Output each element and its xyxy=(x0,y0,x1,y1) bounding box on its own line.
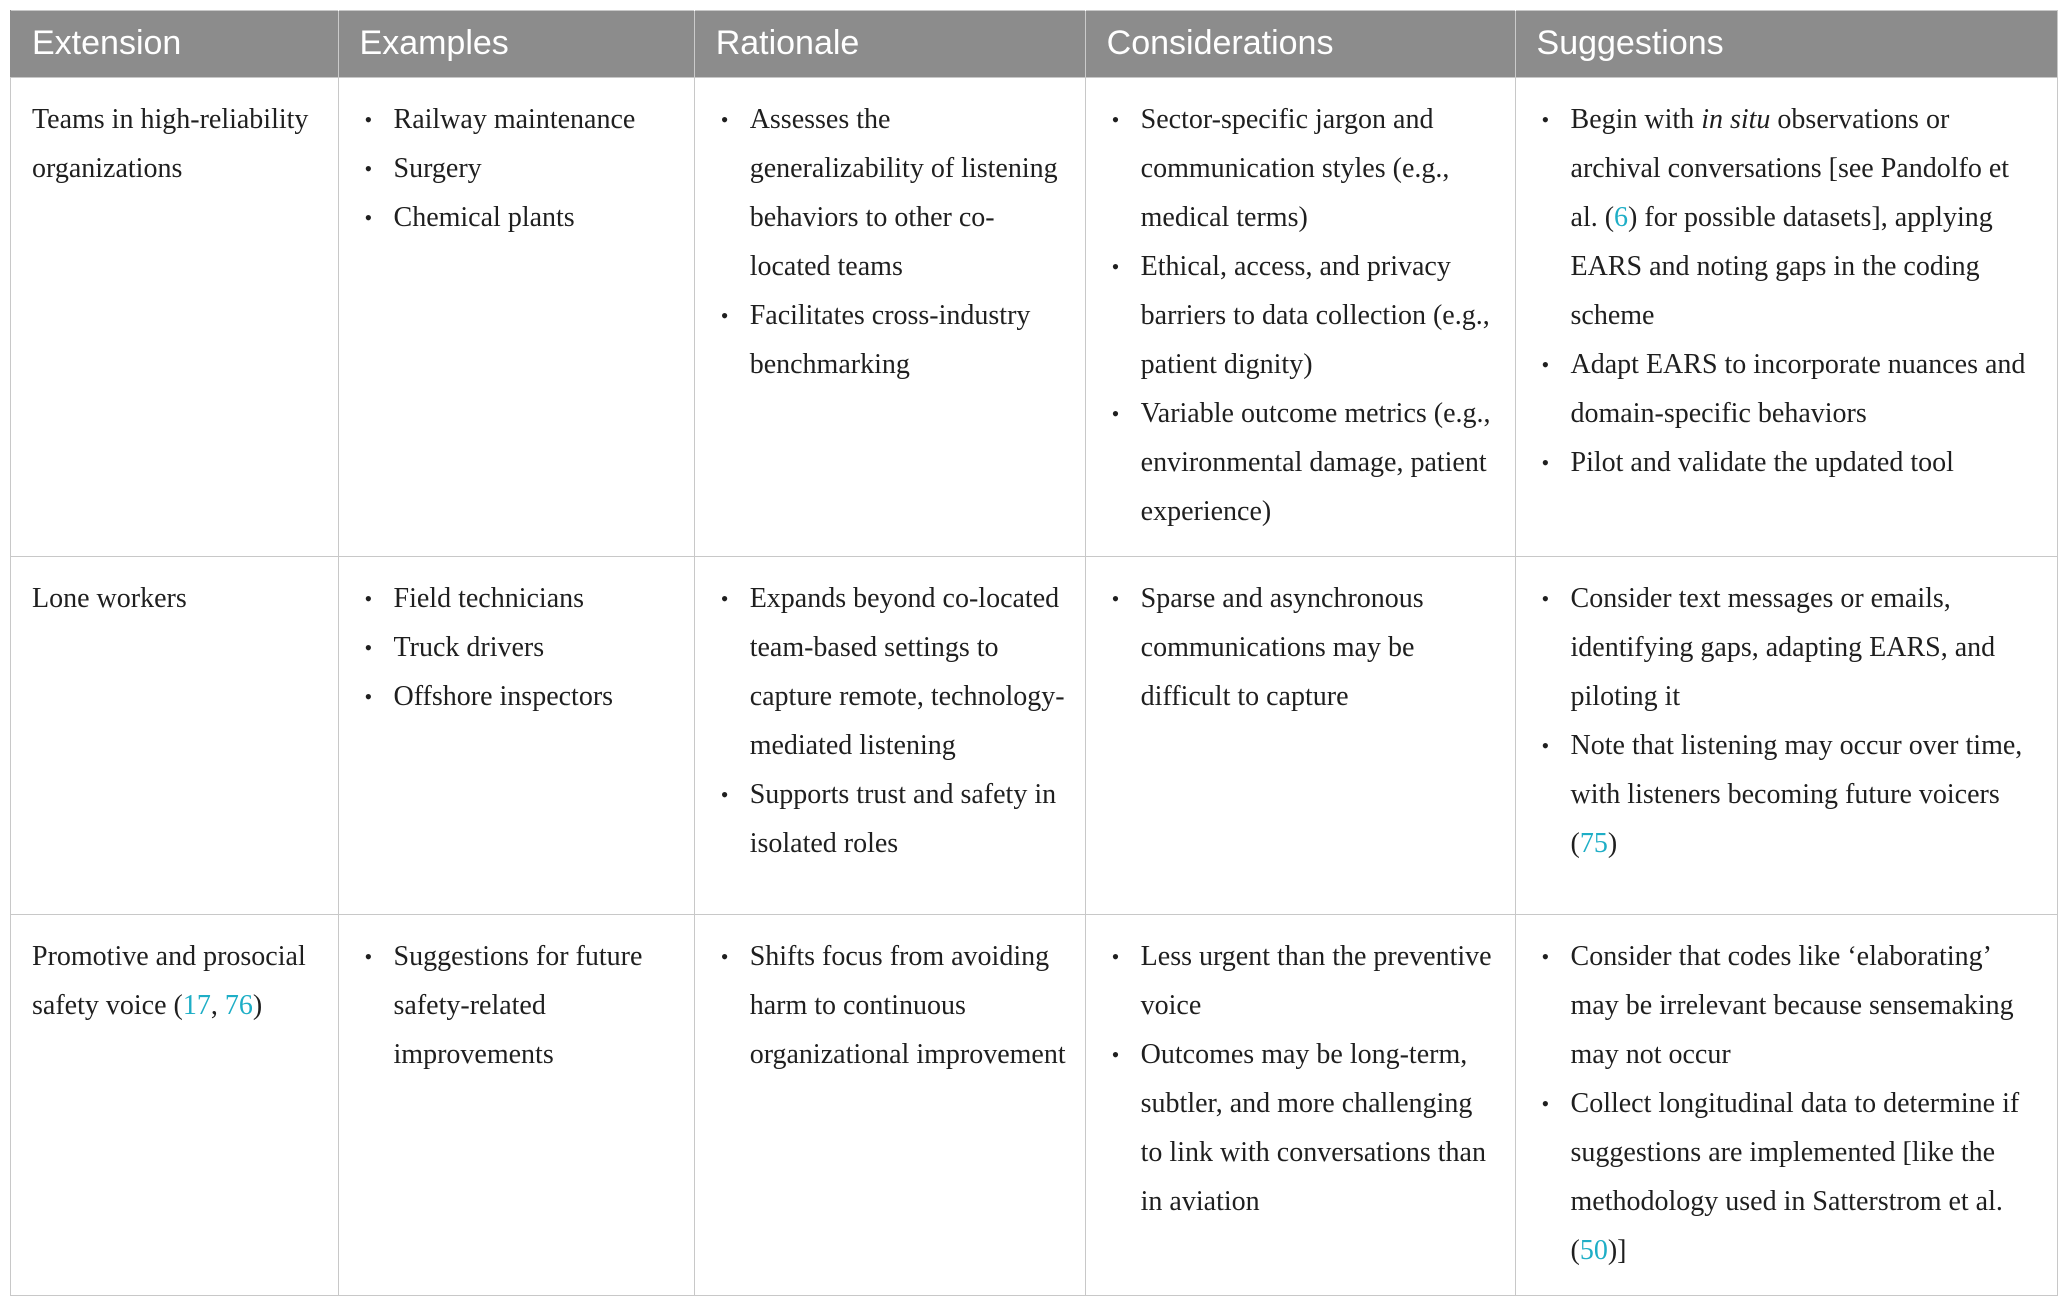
bullet-icon: • xyxy=(364,107,373,132)
bullet-item xyxy=(1537,340,2039,438)
bullet-text: Assesses the generalizability of listening behaviors to other co-located teams xyxy=(749,104,1058,282)
bullet-icon: • xyxy=(1111,401,1120,426)
bullet-item xyxy=(360,144,676,193)
bullet-icon: • xyxy=(364,586,373,611)
cell-examples xyxy=(338,915,694,1296)
header-row xyxy=(11,11,2058,78)
citation-link[interactable]: 50 xyxy=(1579,1235,1608,1266)
table-row xyxy=(11,78,2058,557)
bullet-text: Truck drivers xyxy=(393,632,545,663)
cell-extension xyxy=(11,557,339,915)
cell-considerations xyxy=(1085,78,1515,557)
cell-examples xyxy=(338,78,694,557)
cell-extension xyxy=(11,915,339,1296)
citation-link[interactable]: 6 xyxy=(1614,202,1629,233)
bullet-text: Facilitates cross-industry benchmarking xyxy=(749,300,1031,380)
bullet-text: Outcomes may be long-term, subtler, and more challenging to link with conversations than in aviation xyxy=(1140,1039,1486,1217)
bullet-item xyxy=(1107,95,1497,242)
bullet-item xyxy=(1537,932,2039,1079)
bullet-icon: • xyxy=(720,303,729,328)
column-header-examples: Examples xyxy=(338,11,694,78)
bullet-text: Ethical, access, and privacy barriers to data collection (e.g., patient dignity) xyxy=(1140,251,1490,380)
bullet-text: Variable outcome metrics (e.g., environmental damage, patient experience) xyxy=(1140,398,1491,527)
bullet-text: Begin with in situ observations or archival conversations [see Pandolfo et al. (6) for possible datasets], applying EARS and noting gaps in the coding scheme xyxy=(1570,104,2010,331)
bullet-text: Sector-specific jargon and communication styles (e.g., medical terms) xyxy=(1140,104,1450,233)
rationale-list xyxy=(716,574,1067,868)
bullet-icon: • xyxy=(1541,450,1550,475)
cell-rationale xyxy=(694,78,1085,557)
suggestions-list xyxy=(1537,574,2039,868)
bullet-text: Chemical plants xyxy=(393,202,575,233)
bullet-item xyxy=(1537,438,2039,487)
bullet-icon: • xyxy=(1541,733,1550,758)
considerations-list xyxy=(1107,574,1497,721)
column-header-suggestions: Suggestions xyxy=(1515,11,2057,78)
bullet-icon: • xyxy=(1541,944,1550,969)
bullet-text: Collect longitudinal data to determine if suggestions are implemented [like the methodology used in Satterstrom et al. (50)] xyxy=(1570,1088,2020,1266)
bullet-item xyxy=(1107,389,1497,536)
extension-text: Teams in high-reliability organizations xyxy=(32,104,309,184)
citation-link[interactable]: 17 xyxy=(182,990,211,1021)
cell-suggestions xyxy=(1515,78,2057,557)
bullet-item xyxy=(716,932,1067,1079)
bullet-icon: • xyxy=(364,635,373,660)
bullet-item xyxy=(1107,1030,1497,1226)
cell-examples xyxy=(338,557,694,915)
bullet-text: Pilot and validate the updated tool xyxy=(1570,447,1954,478)
bullet-item xyxy=(1107,574,1497,721)
bullet-text: Sparse and asynchronous communications may be difficult to capture xyxy=(1140,583,1424,712)
suggestions-list xyxy=(1537,932,2039,1275)
bullet-text: Suggestions for future safety-related improvements xyxy=(393,941,643,1070)
table-row xyxy=(11,557,2058,915)
cell-suggestions xyxy=(1515,557,2057,915)
bullet-item xyxy=(360,574,676,623)
bullet-icon: • xyxy=(720,944,729,969)
bullet-item xyxy=(1537,721,2039,868)
bullet-text: Less urgent than the preventive voice xyxy=(1140,941,1492,1021)
bullet-icon: • xyxy=(1541,1091,1550,1116)
cell-considerations xyxy=(1085,557,1515,915)
citation-link[interactable]: 76 xyxy=(224,990,253,1021)
table-row xyxy=(11,915,2058,1296)
bullet-icon: • xyxy=(364,156,373,181)
bullet-item xyxy=(1537,95,2039,340)
bullet-icon: • xyxy=(1111,944,1120,969)
bullet-icon: • xyxy=(1111,586,1120,611)
rationale-list xyxy=(716,95,1067,389)
cell-considerations xyxy=(1085,915,1515,1296)
bullet-text: Offshore inspectors xyxy=(393,681,614,712)
bullet-text: Note that listening may occur over time, with listeners becoming future voicers (75) xyxy=(1570,730,2023,859)
cell-extension xyxy=(11,78,339,557)
bullet-item xyxy=(716,574,1067,770)
considerations-list xyxy=(1107,932,1497,1226)
bullet-text: Field technicians xyxy=(393,583,585,614)
bullet-text: Expands beyond co-located team-based settings to capture remote, technology-mediated listening xyxy=(749,583,1065,761)
bullet-text: Consider that codes like ‘elaborating’ may be irrelevant because sensemaking may not occur xyxy=(1570,941,2014,1070)
bullet-icon: • xyxy=(1111,107,1120,132)
table-body xyxy=(11,78,2058,1296)
bullet-text: Supports trust and safety in isolated roles xyxy=(749,779,1057,859)
cell-rationale xyxy=(694,557,1085,915)
bullet-item xyxy=(716,95,1067,291)
bullet-icon: • xyxy=(1541,352,1550,377)
bullet-item xyxy=(716,770,1067,868)
citation-link[interactable]: 75 xyxy=(1579,828,1608,859)
bullet-icon: • xyxy=(364,205,373,230)
cell-rationale xyxy=(694,915,1085,1296)
extensions-table xyxy=(10,10,2058,1296)
bullet-item xyxy=(1537,574,2039,721)
examples-list xyxy=(360,574,676,721)
bullet-icon: • xyxy=(720,107,729,132)
bullet-item xyxy=(716,291,1067,389)
extension-text: Promotive and prosocial safety voice (17, 76) xyxy=(32,941,306,1021)
extension-text: Lone workers xyxy=(32,583,187,614)
bullet-icon: • xyxy=(364,944,373,969)
bullet-icon: • xyxy=(1541,107,1550,132)
bullet-item xyxy=(360,932,676,1079)
column-header-rationale: Rationale xyxy=(694,11,1085,78)
bullet-item xyxy=(1537,1079,2039,1275)
bullet-text: Adapt EARS to incorporate nuances and domain-specific behaviors xyxy=(1570,349,2026,429)
bullet-item xyxy=(360,95,676,144)
rationale-list xyxy=(716,932,1067,1079)
bullet-icon: • xyxy=(720,586,729,611)
bullet-icon: • xyxy=(1541,586,1550,611)
bullet-text: Shifts focus from avoiding harm to continuous organizational improvement xyxy=(749,941,1066,1070)
bullet-icon: • xyxy=(1111,1042,1120,1067)
bullet-text: Consider text messages or emails, identifying gaps, adapting EARS, and piloting it xyxy=(1570,583,1996,712)
examples-list xyxy=(360,95,676,242)
bullet-icon: • xyxy=(364,684,373,709)
column-header-considerations: Considerations xyxy=(1085,11,1515,78)
considerations-list xyxy=(1107,95,1497,536)
italic-text: in situ xyxy=(1701,104,1771,135)
bullet-item xyxy=(1107,932,1497,1030)
examples-list xyxy=(360,932,676,1079)
bullet-item xyxy=(360,623,676,672)
bullet-icon: • xyxy=(720,782,729,807)
bullet-text: Railway maintenance xyxy=(393,104,636,135)
bullet-icon: • xyxy=(1111,254,1120,279)
bullet-item xyxy=(360,672,676,721)
bullet-item xyxy=(360,193,676,242)
column-header-extension: Extension xyxy=(11,11,339,78)
cell-suggestions xyxy=(1515,915,2057,1296)
bullet-text: Surgery xyxy=(393,153,482,184)
bullet-item xyxy=(1107,242,1497,389)
suggestions-list xyxy=(1537,95,2039,487)
